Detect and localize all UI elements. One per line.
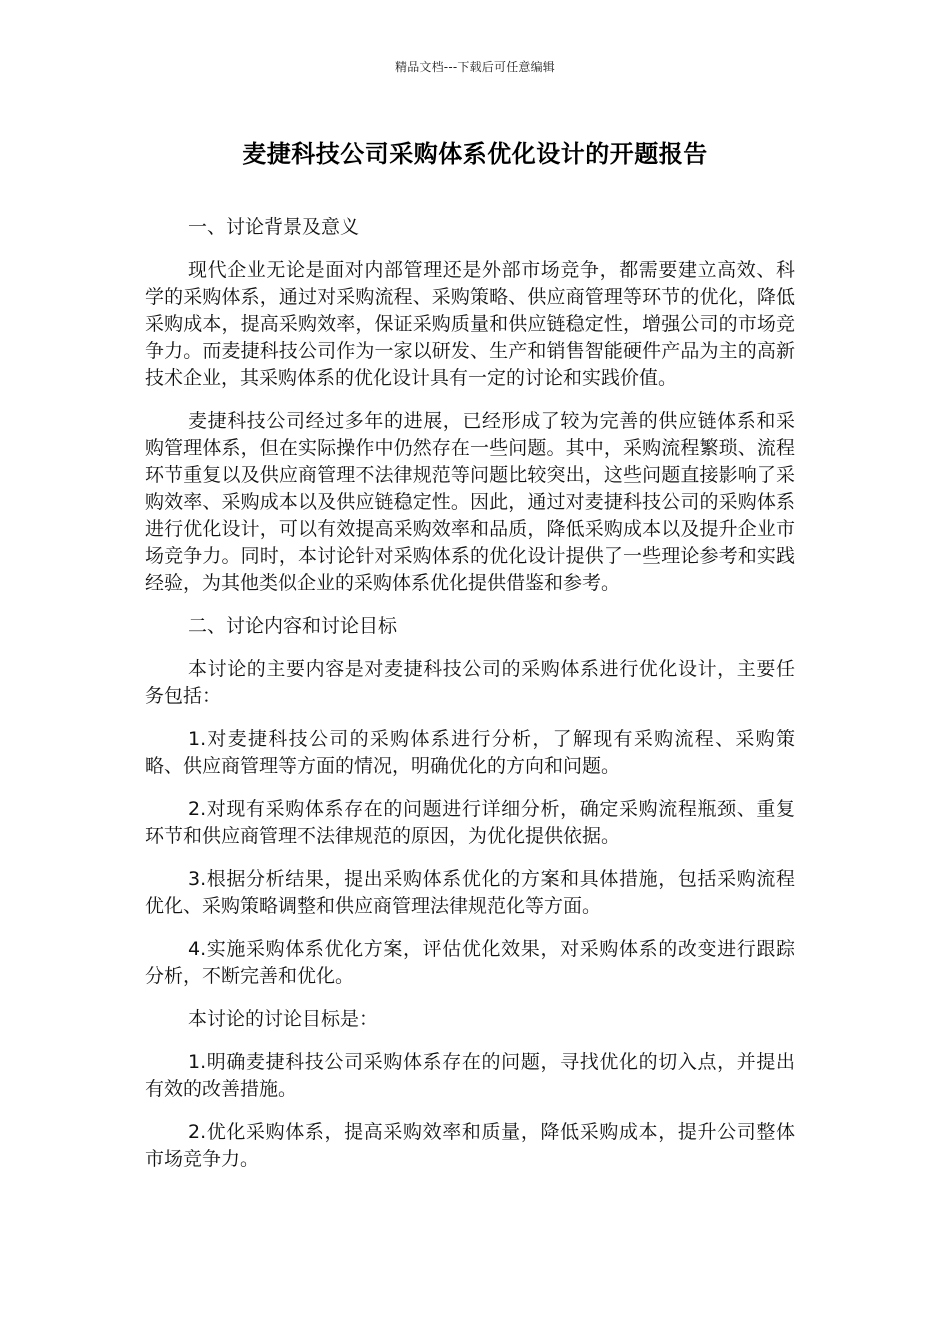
- list-item-task-2: 2.对现有采购体系存在的问题进行详细分析，确定采购流程瓶颈、重复环节和供应商管理不法律规范的原因，为优化提供依据。: [145, 798, 795, 847]
- paragraph-goals-intro: 本讨论的讨论目标是：: [188, 1008, 379, 1030]
- header-note: 精品文档---下载后可任意编辑: [395, 60, 555, 74]
- list-item-task-3: 3.根据分析结果，提出采购体系优化的方案和具体措施，包括采购流程优化、采购策略调整和供应商管理法律规范化等方面。: [145, 868, 795, 917]
- document-body: [145, 214, 795, 1189]
- paragraph-background-2: 麦捷科技公司经过多年的进展，已经形成了较为完善的供应链体系和采购管理体系，但在实际操作中仍然存在一些问题。其中，采购流程繁琐、流程环节重复以及供应商管理不法律规范等问题比较突出，这些问题直接影响了采购效率、采购成本以及供应链稳定性。因此，通过对麦捷科技公司的采购体系进行优化设计，可以有效提高采购效率和品质，降低采购成本以及提升企业市场竞争力。同时，本讨论针对采购体系的优化设计提供了一些理论参考和实践经验，为其他类似企业的采购体系优化提供借鉴和参考。: [145, 410, 795, 594]
- section-heading-background: 一、讨论背景及意义: [188, 216, 360, 238]
- list-item-goal-2: 2.优化采购体系，提高采购效率和质量，降低采购成本，提升公司整体市场竞争力。: [145, 1121, 795, 1170]
- list-item-task-4: 4.实施采购体系优化方案，评估优化效果，对采购体系的改变进行跟踪分析，不断完善和优化。: [145, 938, 795, 987]
- paragraph-content-intro: 本讨论的主要内容是对麦捷科技公司的采购体系进行优化设计，主要任务包括：: [145, 658, 795, 707]
- section-heading-content-goals: 二、讨论内容和讨论目标: [188, 615, 398, 637]
- document-title: 麦捷科技公司采购体系优化设计的开题报告: [242, 140, 708, 168]
- list-item-goal-1: 1.明确麦捷科技公司采购体系存在的问题，寻找优化的切入点，并提出有效的改善措施。: [145, 1051, 795, 1100]
- paragraph-background-1: 现代企业无论是面对内部管理还是外部市场竞争，都需要建立高效、科学的采购体系，通过对采购流程、采购策略、供应商管理等环节的优化，降低采购成本，提高采购效率，保证采购质量和供应链稳定性，增强公司的市场竞争力。而麦捷科技公司作为一家以研发、生产和销售智能硬件产品为主的高新技术企业，其采购体系的优化设计具有一定的讨论和实践价值。: [145, 259, 795, 389]
- list-item-task-1: 1.对麦捷科技公司的采购体系进行分析，了解现有采购流程、采购策略、供应商管理等方面的情况，明确优化的方向和问题。: [145, 728, 795, 777]
